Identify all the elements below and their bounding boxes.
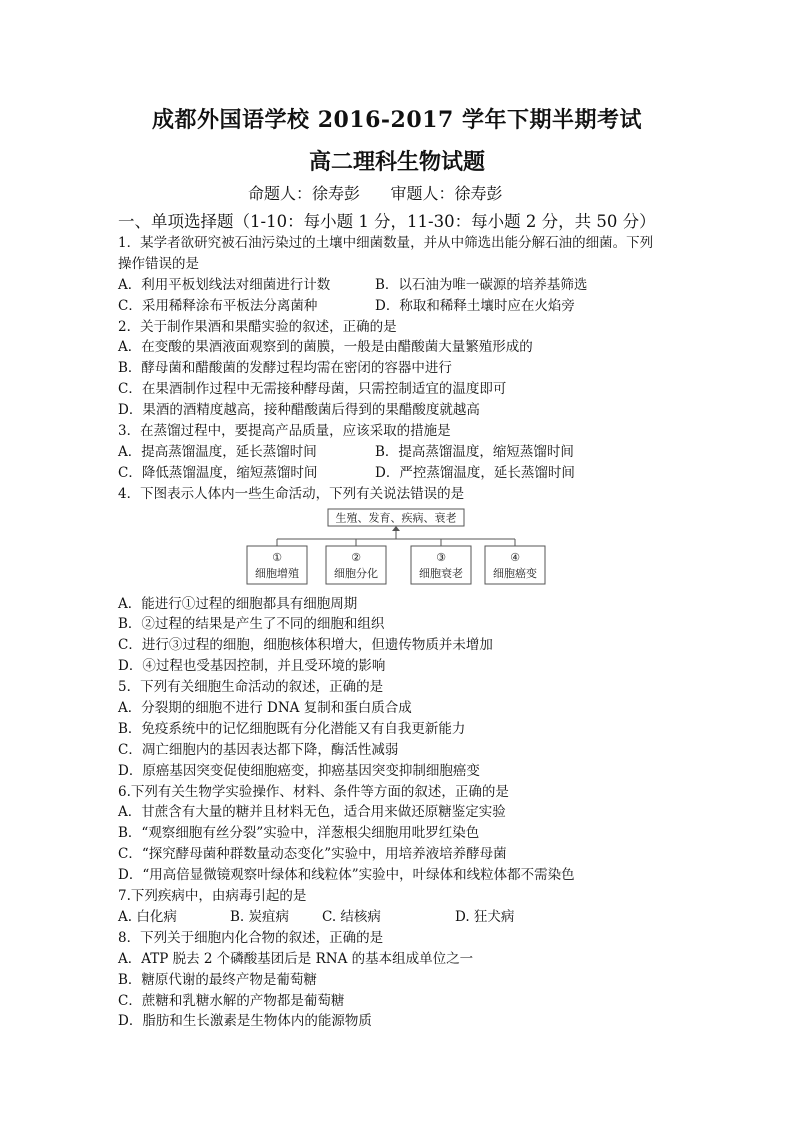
option-a: A．甘蔗含有大量的糖并且材料无色，适合用来做还原糖鉴定实验 [118,804,506,821]
diagram-box-2-label: 细胞分化 [334,566,378,580]
option-c: C. 结核病 [322,908,381,925]
option-d: D. 狂犬病 [455,908,515,925]
option-a: A．利用平板划线法对细菌进行计数 [118,276,331,293]
question-6-stem: 6.下列有关生物学实验操作、材料、条件等方面的叙述，正确的是 [118,783,509,800]
diagram-box-1-num: ① [272,550,282,564]
option-a: A．ATP 脱去 2 个磷酸基团后是 RNA 的基本组成单位之一 [118,950,474,967]
authors-line: 命题人：徐寿彭 审题人：徐寿彭 [248,184,503,203]
question-5-stem: 5．下列有关细胞生命活动的叙述，正确的是 [118,679,384,696]
life-activities-diagram [118,508,688,588]
exam-subtitle: 高二理科生物试题 [308,149,485,175]
option-b: B．酵母菌和醋酸菌的发酵过程均需在密闭的容器中进行 [118,360,452,377]
question-3-options-cd [118,463,688,484]
option-d: D．果酒的酒精度越高，接种醋酸菌后得到的果醋酸度就越高 [118,402,480,419]
option-b: B．②过程的结果是产生了不同的细胞和组织 [118,616,385,633]
option-b: B. 炭疽病 [230,908,290,925]
option-b: B．糖原代谢的最终产物是葡萄糖 [118,971,317,988]
option-a: A．能进行①过程的细胞都具有细胞周期 [118,595,358,612]
option-b: B．“观察细胞有丝分裂”实验中，洋葱根尖细胞用吡罗红染色 [118,825,480,842]
option-c: C．“探究酵母菌种群数量动态变化”实验中，用培养液培养酵母菌 [118,846,507,863]
option-b: B．以石油为唯一碳源的培养基筛选 [375,276,588,293]
question-8-stem: 8．下列关于细胞内化合物的叙述，正确的是 [118,929,384,946]
option-d: D．严控蒸馏温度，延长蒸馏时间 [375,464,575,481]
option-d: D．脂肪和生长激素是生物体内的能源物质 [118,1013,372,1030]
exam-title: 成都外国语学校 2016-2017 学年下期半期考试 [152,107,642,133]
option-d: D．④过程也受基因控制，并且受环境的影响 [118,658,386,675]
diagram-arrow-head [392,526,400,531]
section-heading: 一、单项选择题（1-10：每小题 1 分，11-30：每小题 2 分，共 50 分） [118,212,656,231]
option-d: D．原癌基因突变促使细胞癌变，抑癌基因突变抑制细胞癌变 [118,762,480,779]
option-c: C．进行③过程的细胞，细胞核体积增大，但遗传物质并未增加 [118,637,493,654]
option-b: B．免疫系统中的记忆细胞既有分化潜能又有自我更新能力 [118,720,466,737]
diagram-box-2-num: ② [351,550,361,564]
option-c: C．采用稀释涂布平板法分离菌种 [118,297,318,314]
diagram-box-1-label: 细胞增殖 [255,566,299,580]
question-1-options-cd [118,296,688,317]
question-7-stem: 7.下列疾病中，由病毒引起的是 [118,888,307,905]
diagram-top-label: 生殖、发育、疾病、衰老 [335,511,457,525]
option-a: A．分裂期的细胞不进行 DNA 复制和蛋白质合成 [118,700,412,717]
option-d: D．“用高倍显微镜观察叶绿体和线粒体”实验中，叶绿体和线粒体都不需染色 [118,867,575,884]
diagram-box-3-num: ③ [436,550,446,564]
question-2-stem: 2．关于制作果酒和果醋实验的叙述，正确的是 [118,318,397,335]
option-a: A．在变酸的果酒液面观察到的菌膜，一般是由醋酸菌大量繁殖形成的 [118,339,533,356]
option-c: C．降低蒸馏温度，缩短蒸馏时间 [118,464,318,481]
question-4-stem: 4．下图表示人体内一些生命活动，下列有关说法错误的是 [118,485,465,502]
option-c: C．在果酒制作过程中无需接种酵母菌，只需控制适宜的温度即可 [118,381,507,398]
option-a: A．提高蒸馏温度，延长蒸馏时间 [118,443,317,460]
option-b: B．提高蒸馏温度，缩短蒸馏时间 [375,443,574,460]
diagram-svg [246,508,546,588]
question-3-stem: 3．在蒸馏过程中，要提高产品质量，应该采取的措施是 [118,423,451,440]
diagram-box-3-label: 细胞衰老 [419,566,463,580]
question-7-options [118,907,688,928]
diagram-box-4-num: ④ [510,550,520,564]
option-c: C．蔗糖和乳糖水解的产物都是葡萄糖 [118,992,345,1009]
question-1-stem: 1．某学者欲研究被石油污染过的土壤中细菌数量，并从中筛选出能分解石油的细菌。下列 [118,235,654,251]
question-1-stem-cont: 操作错误的是 [118,255,199,272]
diagram-box-4-label: 细胞癌变 [493,566,537,580]
questions-body [118,233,688,1032]
option-c: C．凋亡细胞内的基因表达都下降，酶活性减弱 [118,741,399,758]
question-1-options-ab [118,275,688,296]
option-a: A. 白化病 [118,908,177,925]
question-3-options-ab [118,442,688,463]
option-d: D．称取和稀释土壤时应在火焰旁 [375,297,575,314]
